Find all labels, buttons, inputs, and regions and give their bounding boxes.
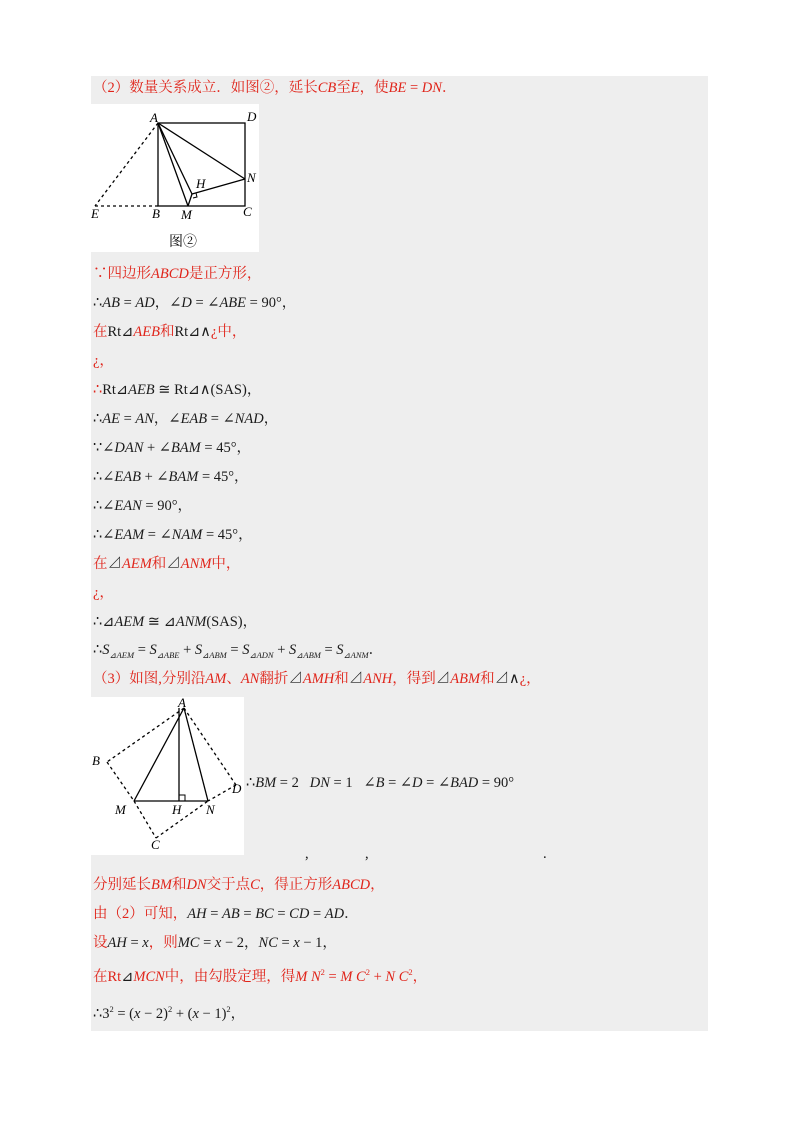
- p2-line-2: ∴AB = AD，∠D = ∠ABE = 90°，: [93, 295, 297, 311]
- fig3-label-h: H: [172, 802, 182, 817]
- fig3-label-d: D: [232, 781, 242, 796]
- fig3-label-c: C: [151, 837, 160, 852]
- p2-line-9: ∴∠EAN = 90°，: [93, 498, 192, 514]
- p2-line-5: ∴Rt⊿AEB ≅ Rt⊿∧(SAS)，: [93, 382, 262, 398]
- fig3-label-n: N: [206, 802, 215, 817]
- figure-2-diagram: [91, 104, 259, 252]
- p2-line-4: ¿，: [93, 353, 114, 369]
- figure-3-diagram: [91, 697, 244, 855]
- p2-line-6: ∴AE = AN，∠EAB = ∠NAD，: [93, 411, 279, 427]
- fig2-label-e: E: [91, 206, 99, 221]
- fig2-label-a: A: [150, 110, 158, 125]
- p2-line-10: ∴∠EAM = ∠NAM = 45°，: [93, 527, 253, 543]
- p2-line-8: ∴∠EAB + ∠BAM = 45°，: [93, 469, 249, 485]
- fig3-label-a: A: [178, 697, 186, 710]
- p3-line-1: 分别延长BM和DN交于点C，得正方形ABCD，: [93, 877, 385, 893]
- p3-period: .: [543, 846, 547, 862]
- p2-line-14: $\therefore S_{⊿AEM} = S_{⊿ABE} + S_{⊿ABM} = S_{⊿ADN} + S_{⊿ABM} = S_{⊿ANM}$．: [93, 642, 384, 660]
- fig2-label-m: M: [181, 207, 192, 222]
- p3-line-5: $\therefore 3^2 = (x - 2)^2 + (x - 1)^2$，: [93, 1004, 246, 1022]
- fig2-label-h: H: [196, 176, 206, 191]
- p3-condition: ∴BM = 2 DN = 1 ∠B = ∠D = ∠BAD = 90°: [246, 775, 515, 791]
- p2-line-7: ∵∠DAN + ∠BAM = 45°，: [93, 440, 251, 456]
- fig3-label-m: M: [115, 802, 126, 817]
- p2-line-1: ∵四边形ABCD是正方形，: [93, 266, 262, 282]
- p3-line-2: 由（2）可知，AH = AB = BC = CD = AD．: [93, 906, 359, 922]
- figure-3: [91, 697, 244, 855]
- p2-line-3: 在Rt⊿AEB和Rt⊿∧¿中，: [93, 324, 247, 340]
- p2-line-13: ∴⊿AEM ≅ ⊿ANM(SAS)，: [93, 614, 258, 630]
- fig2-label-c: C: [243, 204, 252, 219]
- fig2-label-d: D: [247, 109, 257, 124]
- p3-comma-1: ,: [305, 846, 309, 862]
- fig2-label-n: N: [247, 170, 256, 185]
- fig2-caption: 图②: [169, 235, 197, 250]
- fig3-label-b: B: [92, 753, 100, 768]
- p2-line-11: 在⊿AEM和⊿ANM中，: [93, 556, 241, 572]
- p2-line-12: ¿，: [93, 585, 114, 601]
- part2-intro: （2）数量关系成立．如图②，延长CB至E，使BE = DN．: [93, 80, 457, 96]
- p3-title: （3）如图,分别沿AM、AN翻折⊿AMH和⊿ANH，得到⊿ABM和⊿∧¿，: [93, 671, 541, 687]
- p3-line-3: 设AH = x，则MC = x − 2，NC = x − 1，: [93, 935, 337, 951]
- figure-2: [91, 104, 259, 252]
- p3-line-4: 在Rt⊿MCN中，由勾股定理，得M $N^2 = M$ $C^2 + N$ $C^2$，: [93, 967, 428, 985]
- p3-comma-2: ,: [365, 846, 369, 862]
- fig2-label-b: B: [152, 206, 160, 221]
